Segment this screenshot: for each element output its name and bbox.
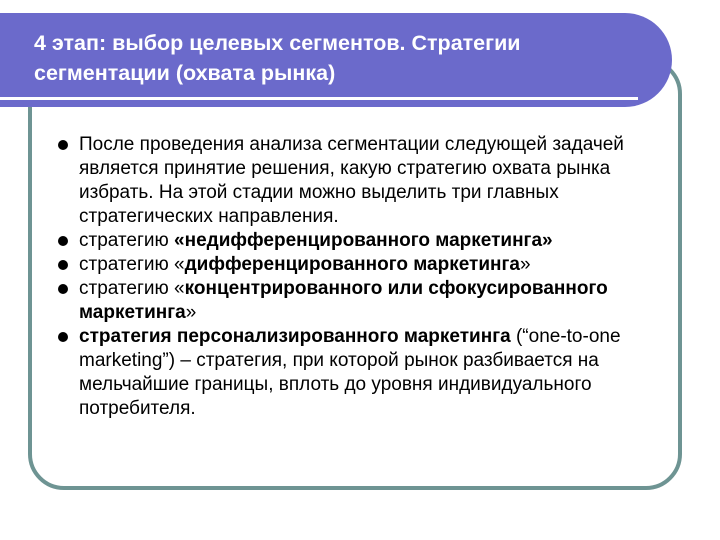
bullet-bold: концентрированного или сфокусированного маркетинга xyxy=(79,278,608,323)
bullet-dot-icon xyxy=(58,284,68,294)
bullet-prefix: стратегию xyxy=(79,230,175,251)
bullet-item xyxy=(58,229,668,253)
bullet-dot-icon xyxy=(58,140,68,150)
bullet-prefix: стратегию « xyxy=(79,254,185,275)
bullet-dot-icon xyxy=(58,236,68,246)
bullet-dot-icon xyxy=(58,260,68,270)
title-underline xyxy=(0,97,638,100)
bullet-item xyxy=(58,133,668,229)
bullet-item xyxy=(58,277,668,325)
bullet-item xyxy=(58,253,668,277)
bullet-suffix: » xyxy=(185,302,197,323)
bullet-prefix: стратегию « xyxy=(79,278,185,299)
bullet-suffix: (“one-to-one marketing”) – стратегия, при которой рынок разбивается на мельчайшие границы, вплоть до уровня индивидуального потребителя. xyxy=(79,326,621,419)
bullet-suffix: » xyxy=(520,254,531,275)
bullet-item xyxy=(58,325,668,421)
bullet-text: После проведения анализа сегментации следующей задачей является принятие решения, какую стратегию охвата рынка избрать. На этой стадии можно выделить три главных стратегических направления. xyxy=(79,134,624,227)
bullet-bold: дифференцированного маркетинга xyxy=(184,254,521,275)
bullet-bold: стратегия персонализированного маркетинга xyxy=(79,326,511,347)
bullet-list xyxy=(58,133,668,421)
bullet-dot-icon xyxy=(58,332,68,342)
bullet-bold: «недифференцированного маркетинга» xyxy=(174,230,553,251)
slide-title: 4 этап: выбор целевых сегментов. Стратегии сегментации (охвата рынка) xyxy=(34,31,521,85)
